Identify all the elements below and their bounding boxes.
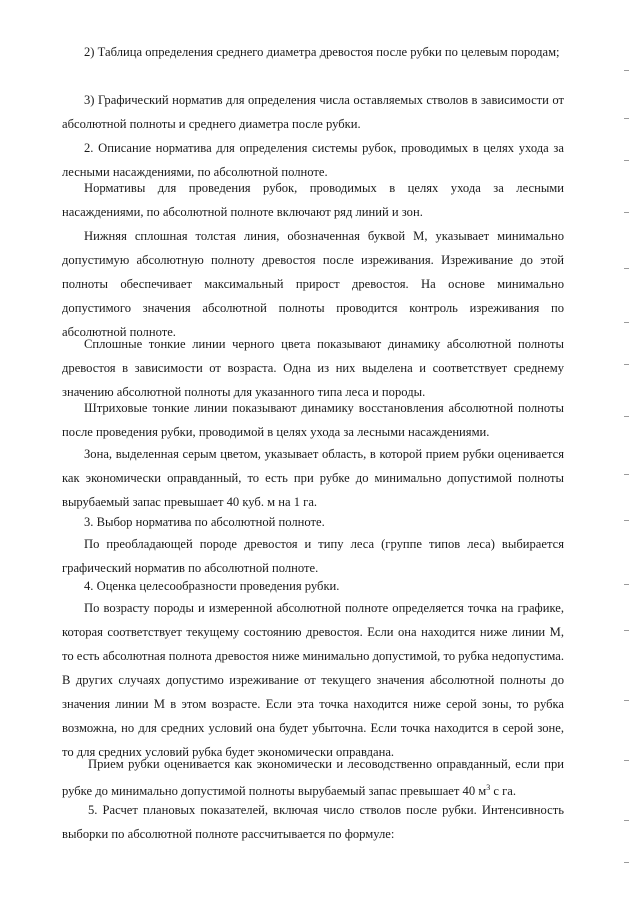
scan-mark <box>624 474 629 475</box>
scan-mark <box>624 212 629 213</box>
paragraph-2: 3) Графический норматив для определения числа оставляемых стволов в зависимости от абсолютной полноты и среднего диаметра после рубки. <box>62 93 564 131</box>
paragraph-8: Зона, выделенная серым цветом, указывает область, в которой прием рубки оценивается как экономически оправданный, то есть при рубке до минимально допустимой полноты вырубаемый запас превышает 40 куб. м на 1 га. <box>62 447 564 509</box>
scan-mark <box>624 862 629 863</box>
paragraph-14: 5. Расчет плановых показателей, включая число стволов после рубки. Интенсивность выборки по абсолютной полноте рассчитывается по формуле: <box>62 803 564 841</box>
paragraph-3: 2. Описание норматива для определения системы рубок, проводимых в целях ухода за лесными насаждениями, по абсолютной полноте. <box>62 141 564 179</box>
paragraph-9: 3. Выбор норматива по абсолютной полноте. <box>84 515 325 529</box>
paragraph-13-text: Прием рубки оценивается как экономически и лесоводственно оправданный, если при рубке до минимально допустимой полноты вырубаемый запас превышает 40 м <box>62 757 564 799</box>
paragraph-6: Сплошные тонкие линии черного цвета показывают динамику абсолютной полноты древостоя в зависимости от возраста. Одна из них выделена и соответствует среднему значению абсолютной полноты для указанного типа леса и породы. <box>62 337 564 399</box>
scan-mark <box>624 820 629 821</box>
paragraph-13-tail: с га. <box>490 784 517 799</box>
paragraph-13-superscript: 3 <box>486 783 491 792</box>
scan-mark <box>624 70 629 71</box>
scan-mark <box>624 118 629 119</box>
scan-mark <box>624 584 629 585</box>
scan-mark <box>624 760 629 761</box>
scan-mark <box>624 364 629 365</box>
paragraph-1: 2) Таблица определения среднего диаметра древостоя после рубки по целевым породам; <box>84 45 560 59</box>
paragraph-12: По возрасту породы и измеренной абсолютной полноте определяется точка на графике, которая соответствует текущему состоянию древостоя. Если она находится ниже линии М, то есть абсолютная полнота древостоя ниже минимально допустимой, то рубка недопустима. В других случаях допустимо изреживание от текущего значения абсолютной полноты до значения линии М в этом возрасте. Если эта точка находится ниже серой зоны, то рубка возможна, но для средних условий она будет убыточна. Если точка находится в серой зоне, то для средних условий рубка будет экономически оправдана. <box>62 601 564 759</box>
scan-mark <box>624 630 629 631</box>
scan-mark <box>624 268 629 269</box>
paragraph-7: Штриховые тонкие линии показывают динамику восстановления абсолютной полноты после проведения рубки, проводимой в целях ухода за лесными насаждениями. <box>62 401 564 439</box>
scan-mark <box>624 160 629 161</box>
scan-edge-marks <box>620 0 632 905</box>
scan-mark <box>624 416 629 417</box>
paragraph-10: По преобладающей породе древостоя и типу леса (группе типов леса) выбирается графический норматив по абсолютной полноте. <box>62 537 564 575</box>
paragraph-11: 4. Оценка целесообразности проведения рубки. <box>84 579 340 593</box>
paragraph-4: Нормативы для проведения рубок, проводимых в целях ухода за лесными насаждениями, по абсолютной полноте включают ряд линий и зон. <box>62 181 564 219</box>
paragraph-13 <box>62 752 564 803</box>
scan-mark <box>624 322 629 323</box>
paragraph-5: Нижняя сплошная толстая линия, обозначенная буквой М, указывает минимально допустимую абсолютную полноту древостоя после изреживания. Изреживание до этой полноты обеспечивает максимальный прирост древостоя. На основе минимально допустимого значения абсолютной полноты проводится контроль изреживания по абсолютной полноте. <box>62 229 564 339</box>
scan-mark <box>624 700 629 701</box>
scan-mark <box>624 520 629 521</box>
